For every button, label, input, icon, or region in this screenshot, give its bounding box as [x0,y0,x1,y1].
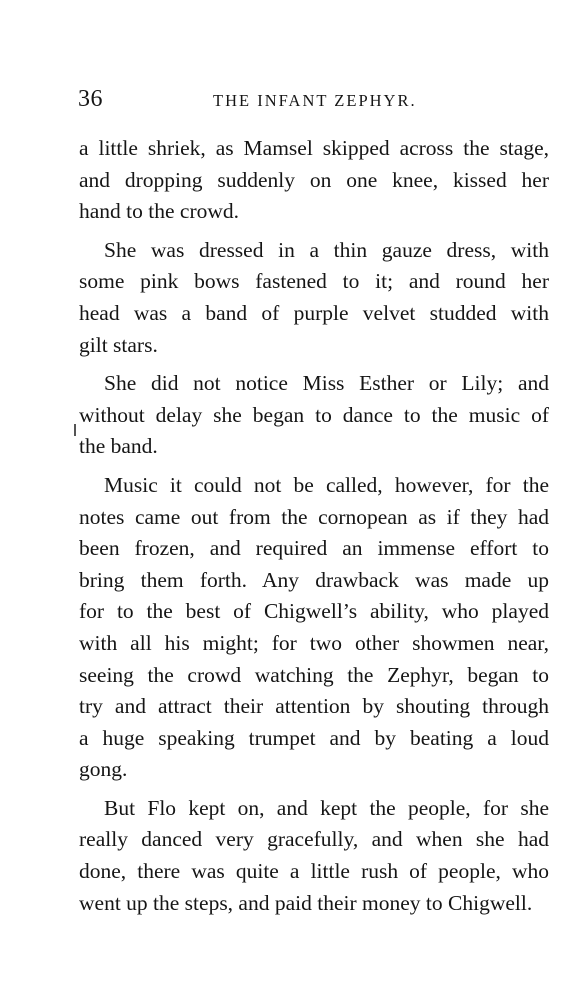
text-line: with all his might; for two other showmen near, [79,630,549,655]
text-line: a little shriek, as Mamsel skipped across the stage, [79,136,549,160]
paragraph [79,793,549,919]
text-line: gilt stars. [79,332,158,357]
text-line: a huge speaking trumpet and by beating a loud [79,725,549,750]
text-line: head was a band of purple velvet studded with [79,300,549,325]
text-line: Music it could not be called, however, for the [104,472,549,497]
text-line: done, there was quite a little rush of people, who [79,859,549,884]
paragraph [79,368,549,463]
text-line: gong. [79,757,128,782]
text-line: some pink bows fastened to it; and round her [79,269,549,294]
print-mark [74,424,76,436]
paragraph [79,133,549,228]
paragraph [79,235,549,361]
text-line: She did not notice Miss Esther or Lily; and [104,371,549,396]
text-line: She was dressed in a thin gauze dress, with [104,237,549,262]
paragraph [79,470,549,786]
text-line: really danced very gracefully, and when she had [79,827,549,852]
text-line: notes came out from the cornopean as if they had [79,504,549,529]
running-head [78,86,550,116]
text-line: been frozen, and required an immense effort to [79,536,549,561]
text-line: without delay she began to dance to the music of [79,402,549,427]
text-line: But Flo kept on, and kept the people, for she [104,795,549,820]
text-line: bring them forth. Any drawback was made up [79,567,549,592]
text-line: the band. [79,434,158,459]
body-text [79,133,549,919]
text-line: seeing the crowd watching the Zephyr, began to [79,662,549,687]
text-line: for to the best of Chigwell’s ability, who played [79,599,549,624]
text-line: and dropping suddenly on one knee, kissed her [79,167,549,192]
page-number: 36 [78,86,103,112]
text-line: try and attract their attention by shouting through [79,694,549,719]
running-title: THE INFANT ZEPHYR. [213,91,417,110]
text-line: hand to the crowd. [79,199,240,224]
text-line: went up the steps, and paid their money to Chigwell. [79,890,533,915]
